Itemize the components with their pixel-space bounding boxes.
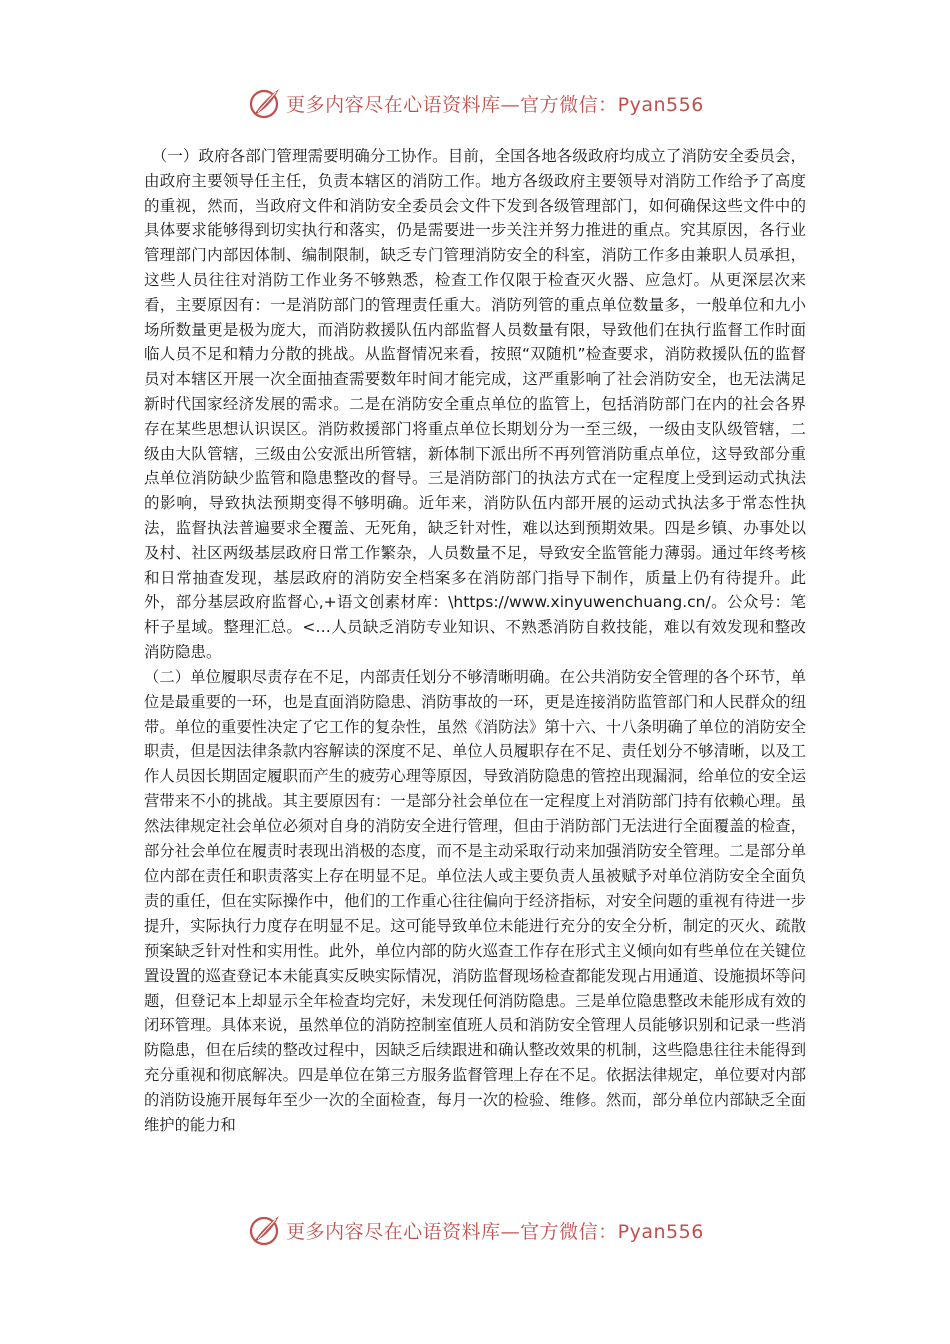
feather-pen-logo-icon <box>246 85 282 121</box>
watermark-text: 更多内容尽在心语资料库—官方微信：Pyan556 <box>286 93 704 116</box>
watermark-text: 更多内容尽在心语资料库—官方微信：Pyan556 <box>286 1220 704 1243</box>
paragraph-unit-responsibility: （二）单位履职尽责存在不足，内部责任划分不够清晰明确。在公共消防安全管理的各个环节，单位是最重要的一环，也是直面消防隐患、消防事故的一环，更是连接消防监管部门和人民群众的纽带。单位的重要性决定了它工作的复杂性，虽然《消防法》第十六、十八条明确了单位的消防安全职责，但是因法律条款内容解读的深度不足、单位人员履职存在不足、责任划分不够清晰，以及工作人员因长期固定履职而产生的疲劳心理等原因，导致消防隐患的管控出现漏洞，给单位的安全运营带来不小的挑战。其主要原因有：一是部分社会单位在一定程度上对消防部门持有依赖心理。虽然法律规定社会单位必须对自身的消防安全进行管理，但由于消防部门无法进行全面覆盖的检查，部分社会单位在履责时表现出消极的态度，而不是主动采取行动来加强消防安全管理。二是部分单位内部在责任和职责落实上存在明显不足。单位法人或主要负责人虽被赋予对单位消防安全全面负责的重任，但在实际操作中，他们的工作重心往往偏向于经济指标，对安全问题的重视有待进一步提升，实际执行力度存在明显不足。这可能导致单位未能进行充分的安全分析，制定的灭火、疏散预案缺乏针对性和实用性。此外，单位内部的防火巡查工作存在形式主义倾向如有些单位在关键位置设置的巡查登记本未能真实反映实际情况，消防监督现场检查都能发现占用通道、设施损坏等问题，但登记本上却显示全年检查均完好，未发现任何消防隐患。三是单位隐患整改未能形成有效的闭环管理。具体来说，虽然单位的消防控制室值班人员和消防安全管理人员能够识别和记录一些消防隐患，但在后续的整改过程中，因缺乏后续跟进和确认整改效果的机制，这些隐患往往未能得到充分重视和彻底解决。四是单位在第三方服务监督管理上存在不足。依据法律规定，单位要对内部的消防设施开展每年至少一次的全面检查，每月一次的检验、维修。然而，部分单位内部缺乏全面维护的能力和 <box>144 667 806 1135</box>
wechat-id: Pyan556 <box>617 1220 704 1243</box>
article-body <box>144 144 806 1138</box>
wechat-id: Pyan556 <box>617 93 704 116</box>
paragraph-government-departments: （一）政府各部门管理需要明确分工协作。目前，全国各地各级政府均成立了消防安全委员会，由政府主要领导任主任，负责本辖区的消防工作。地方各级政府主要领导对消防工作给予了高度的重视，然而，当政府文件和消防安全委员会文件下发到各级管理部门，如何确保这些文件中的具体要求能够得到切实执行和落实，仍是需要进一步关注并努力推进的重点。究其原因，各行业管理部门内部因体制、编制限制，缺乏专门管理消防安全的科室，消防工作多由兼职人员承担，这些人员往往对消防工作业务不够熟悉，检查工作仅限于检查灭火器、应急灯。从更深层次来看，主要原因有：一是消防部门的管理责任重大。消防列管的重点单位数量多，一般单位和九小场所数量更是极为庞大，而消防救援队伍内部监督人员数量有限，导致他们在执行监督工作时面临人员不足和精力分散的挑战。从监督情况来看，按照“双随机”检查要求，消防救援队伍的监督员对本辖区开展一次全面抽查需要数年时间才能完成，这严重影响了社会消防安全，也无法满足新时代国家经济发展的需求。二是在消防安全重点单位的监管上，包括消防部门在内的社会各界存在某些思想认识误区。消防救援部门将重点单位长期划分为一至三级，一级由支队级管辖，二级由大队管辖，三级由公安派出所管辖，新体制下派出所不再列管消防重点单位，这导致部分重点单位消防缺少监管和隐患整改的督导。三是消防部门的执法方式在一定程度上受到运动式执法的影响，导致执法预期变得不够明确。近年来，消防队伍内部开展的运动式执法多于常态性执法，监督执法普遍要求全覆盖、无死角，缺乏针对性，难以达到预期效果。四是乡镇、办事处以及村、社区两级基层政府日常工作繁杂，人员数量不足，导致安全监管能力薄弱。通过年终考核和日常抽查发现，基层政府的消防安全档案多在消防部门指导下制作，质量上仍有待提升。此外，部分基层政府监督心,+语文创素材库：\https://www.xinyuwenchuang.cn/。公众号：笔杆子星域。整理汇总。<…人员缺乏消防专业知识、不熟悉消防自救技能，难以有效发现和整改消防隐患。 <box>144 147 806 661</box>
feather-pen-logo-icon <box>246 1212 282 1248</box>
watermark-banner-bottom <box>0 1210 950 1250</box>
watermark-banner-top <box>0 83 950 123</box>
